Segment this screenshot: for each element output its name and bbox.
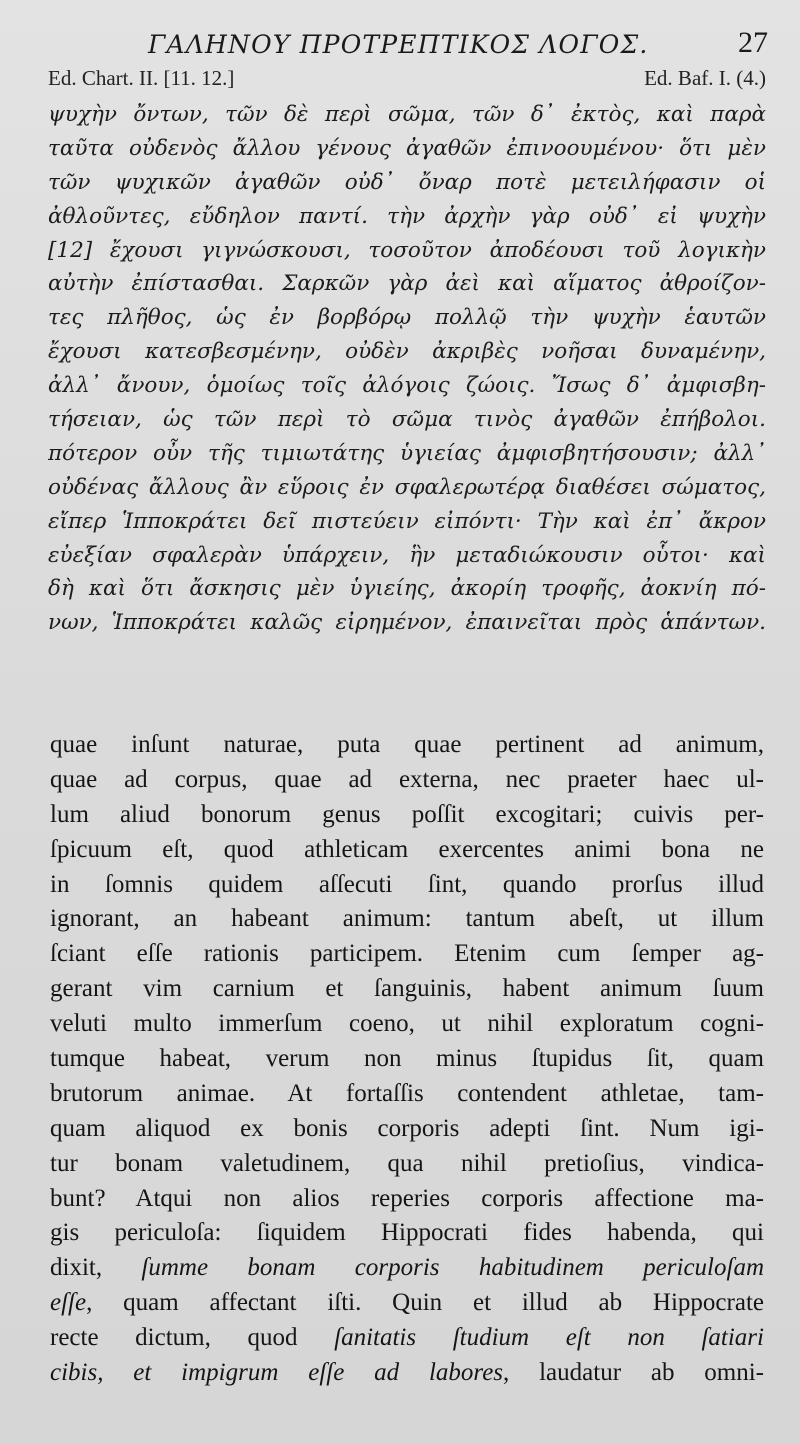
latin-line: quam aliquod ex bonis corporis adepti ſint. Num igi- <box>50 1114 764 1142</box>
latin-text: dixit, <box>50 1254 142 1282</box>
latin-line: gerant vim carnium et ſanguinis, habent animum ſuum <box>50 975 764 1003</box>
latin-line: veluti multo immerſum coeno, ut nihil exploratum cogni- <box>50 1010 764 1038</box>
latin-text: , laudatur ab omni- <box>503 1359 764 1387</box>
latin-line: quae inſunt naturae, puta quae pertinent ad animum, <box>50 731 764 758</box>
latin-line: ſciant eſſe rationis participem. Etenim cum ſemper ag- <box>50 940 764 968</box>
greek-line: αὐτὴν ἐπίστασθαι. Σαρκῶν γὰρ ἀεὶ καὶ αἵματος ἀθροίζον- <box>48 271 766 297</box>
latin-text: , quam affectant iſti. Quin et illud ab Hippocrate <box>86 1289 764 1317</box>
latin-text: recte dictum, quod <box>50 1324 335 1352</box>
greek-text-block <box>48 98 766 640</box>
latin-line: ſpicuum eſt, quod athleticam exercentes animi bona ne <box>50 835 764 863</box>
greek-line: τήσειαν, ὡς τῶν περὶ τὸ σῶμα τινὸς ἀγαθῶν ἐπήβολοι. <box>48 407 766 433</box>
latin-line: tumque habeat, verum non minus ſtupidus ſit, quam <box>50 1045 764 1073</box>
quotation-italic: cibis, et impigrum eſſe ad labores <box>50 1359 504 1387</box>
latin-line-mixed <box>50 1286 764 1321</box>
latin-line-mixed <box>50 1356 764 1391</box>
latin-line: brutorum animae. At fortaſſis contendent athletae, tam- <box>50 1079 764 1107</box>
latin-line: bunt? Atqui non alios reperies corporis affectione ma- <box>50 1184 764 1212</box>
greek-line: ἀθλοῦντες, εὔδηλον παντί. τὴν ἀρχὴν γὰρ οὐδ᾽ εἰ ψυχὴν <box>48 203 766 229</box>
latin-line-mixed <box>50 1251 764 1286</box>
greek-line: νων, Ἱπποκράτει καλῶς εἰρημένον, ἐπαινεῖται πρὸς ἁπάντων. <box>48 610 766 636</box>
edition-basel-ref: Ed. Baf. I. (4.) <box>644 66 766 90</box>
latin-line: gis periculoſa: ſiquidem Hippocrati fides habenda, qui <box>50 1219 764 1247</box>
latin-line: in ſomnis quidem aſſecuti ſint, quando prorſus illud <box>50 870 764 898</box>
edition-references <box>48 66 766 94</box>
greek-line: ἀλλ᾽ ἄνουν, ὁμοίως τοῖς ἀλόγοις ζώοις. Ἴσως δ᾽ ἀμφισβη- <box>48 373 766 399</box>
latin-line-mixed <box>50 1321 764 1356</box>
greek-line: ψυχὴν ὄντων, τῶν δὲ περὶ σῶμα, τῶν δ᾽ ἐκτὸς, καὶ παρὰ <box>48 102 766 127</box>
greek-line: τῶν ψυχικῶν ἀγαθῶν οὐδ᾽ ὄναρ ποτὲ μετειλήφασιν οἱ <box>48 169 766 195</box>
latin-line: quae ad corpus, quae ad externa, nec praeter haec ul- <box>50 765 764 793</box>
quotation-italic: eſſe <box>50 1289 87 1317</box>
latin-line: lum aliud bonorum genus poſſit excogitari; cuivis per- <box>50 800 764 828</box>
greek-line: τες πλῆθος, ὡς ἐν βορβόρῳ πολλῷ τὴν ψυχὴν ἑαυτῶν <box>48 305 766 331</box>
latin-translation-block <box>50 728 764 1391</box>
quotation-italic: ſumme bonam corporis habitudinem periculoſam <box>141 1254 764 1282</box>
greek-line: δὴ καὶ ὅτι ἄσκησις μὲν ὑγιείης, ἀκορίη τροφῆς, ἀοκνίη πό- <box>48 576 766 602</box>
running-title: ΓΑΛΗΝΟΥ ΠΡΟΤΡΕΠΤΙΚΟΣ ΛΟΓΟΣ. <box>148 30 649 59</box>
quotation-italic: ſanitatis ſtudium eſt non ſatiari <box>334 1324 764 1352</box>
greek-line: εὐεξίαν σφαλερὰν ὑπάρχειν, ἣν μεταδιώκουσιν οὗτοι· καὶ <box>48 542 766 568</box>
greek-line: ταῦτα οὐδενὸς ἄλλου γένους ἀγαθῶν ἐπινοουμένου· ὅτι μὲν <box>48 135 766 161</box>
greek-line: πότερον οὖν τῆς τιμιωτάτης ὑγιείας ἀμφισβητήσουσιν; ἀλλ᾽ <box>48 440 766 466</box>
edition-chart-ref: Ed. Chart. II. [11. 12.] <box>48 66 235 90</box>
latin-line: ignorant, an habeant animum: tantum abeſt, ut illum <box>50 905 764 933</box>
latin-line: tur bonam valetudinem, qua nihil pretioſius, vindica- <box>50 1149 764 1177</box>
greek-line: οὐδένας ἄλλους ἂν εὕροις ἐν σφαλερωτέρᾳ διαθέσει σώματος, <box>48 474 766 500</box>
greek-line: [12] ἔχουσι γιγνώσκουσι, τοσοῦτον ἀποδέουσι τοῦ λογικὴν <box>48 237 766 263</box>
greek-line: εἴπερ Ἱπποκράτει δεῖ πιστεύειν εἰπόντι· Τὴν καὶ ἐπ᾽ ἄκρον <box>48 508 766 534</box>
greek-line: ἔχουσι κατεσβεσμένην, οὐδὲν ἀκριβὲς νοῆσαι δυναμένην, <box>48 339 766 365</box>
running-head <box>0 26 800 66</box>
page-number: 27 <box>738 26 768 59</box>
